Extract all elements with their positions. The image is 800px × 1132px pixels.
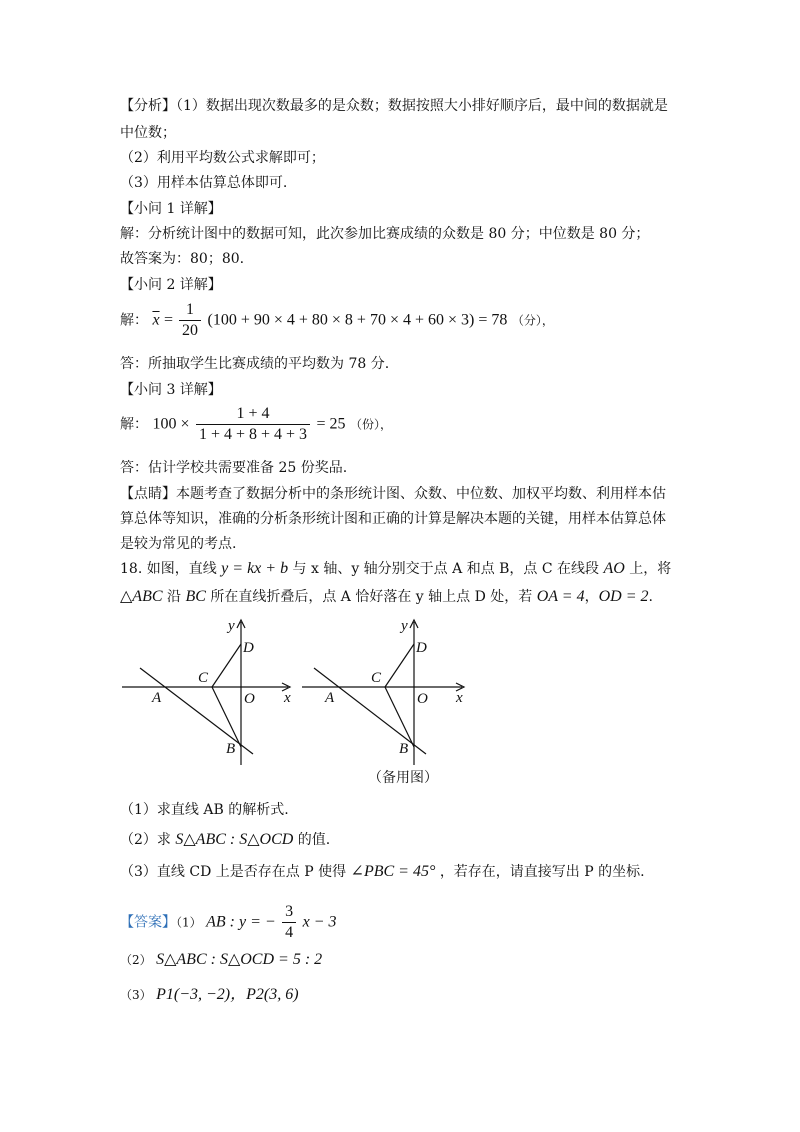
answer-2: （2） S△ABC : S△OCD = 5 : 2 <box>120 951 323 968</box>
answer-1-fraction: $\frac{3}{4}$ <box>282 903 296 942</box>
q2-tag: 【小问 2 详解】 <box>120 277 222 293</box>
label-a: A <box>152 690 162 706</box>
spare-label-c: C <box>371 670 382 686</box>
analysis-line-2: （2）利用平均数公式求解即可； <box>120 150 325 166</box>
comment-line-3: 是较为常见的考点. <box>120 536 237 552</box>
q2-expression: (100 + 90 × 4 + 80 × 8 + 70 × 4 + 60 × 3) = 78 <box>207 311 508 329</box>
segment-cd <box>212 644 241 687</box>
mean-symbol: $\overline{x}$ <box>152 311 160 329</box>
figure-caption: （备用图） <box>368 770 438 786</box>
analysis-line-1b: 中位数； <box>120 125 176 141</box>
q2-answer: 答：所抽取学生比赛成绩的平均数为 78 分. <box>120 356 390 372</box>
analysis-line-3: （3）用样本估算总体即可. <box>120 175 288 191</box>
comment-line-1: 【点睛】本题考查了数据分析中的条形统计图、众数、中位数、加权平均数、利用样本估 <box>120 486 666 502</box>
problem18-line-2: △ABC 沿 BC 所在直线折叠后，点 A 恰好落在 y 轴上点 D 处，若 OA = 4，OD = 2. <box>120 588 653 605</box>
answer-3: （3） P1(−3, −2)，P2(3, 6) <box>120 986 299 1003</box>
q1-line-2: 故答案为：80；80. <box>120 251 245 267</box>
label-b: B <box>226 741 236 757</box>
q3-tag: 【小问 3 详解】 <box>120 382 222 398</box>
question-3: （3）直线 CD 上是否存在点 P 使得 ∠PBC = 45° ，若存在，请直接写出 P 的坐标. <box>120 863 645 880</box>
q1-tag: 【小问 1 详解】 <box>120 201 222 217</box>
spare-label-y: y <box>401 618 408 634</box>
q3-solution: 解： 100 × $\frac{1 + 4}{1 + 4 + 8 + 4 + 3}$ = 25 （份）， <box>120 405 392 443</box>
analysis-tag: 【分析】 <box>120 98 176 114</box>
q3-fraction: $\frac{1 + 4}{1 + 4 + 8 + 4 + 3}$ <box>196 405 310 444</box>
answer-tag: 【答案】 <box>120 914 176 931</box>
spare-label-a: A <box>325 690 335 706</box>
label-o: O <box>244 691 255 707</box>
label-d: D <box>243 640 254 656</box>
comment-line-2: 算总体等知识，准确的分析条形统计图和正确的计算是解决本题的关键，用样本估算总体 <box>120 511 666 527</box>
question-2: （2）求 S△ABC : S△OCD 的值. <box>120 831 331 848</box>
analysis-line-1: 【分析】（1）数据出现次数最多的是众数；数据按照大小排好顺序后，最中间的数据就是 <box>120 98 668 114</box>
spare-label-d: D <box>416 640 427 656</box>
label-c: C <box>198 670 209 686</box>
q1-line-1: 解：分析统计图中的数据可知，此次参加比赛成绩的众数是 80 分；中位数是 80 分； <box>120 226 650 242</box>
q2-solution: 解： $\overline{x}$ = $\frac{1}{20}$ (100 + 90 × 4 + 80 × 8 + 70 × 4 + 60 × 3) = 78 （分）， <box>120 301 554 339</box>
geometry-figure <box>110 610 490 790</box>
q3-answer: 答：估计学校共需要准备 25 份奖品. <box>120 460 348 476</box>
problem18-line-1: 18. 如图，直线 y = kx + b 与 x 轴、y 轴分别交于点 A 和点 B，点 C 在线段 AO 上，将 <box>120 560 672 577</box>
answer-1: 【答案】（1） AB : y = − $\frac{3}{4}$ x − 3 <box>120 903 337 941</box>
spare-label-o: O <box>417 691 428 707</box>
label-y: y <box>228 618 235 634</box>
line-ab <box>140 668 253 754</box>
q2-fraction: $\frac{1}{20}$ <box>179 301 201 340</box>
spare-label-b: B <box>399 741 409 757</box>
label-x: x <box>284 690 291 706</box>
segment-cb <box>212 687 241 747</box>
question-1: （1）求直线 AB 的解析式. <box>120 802 289 818</box>
figure-main <box>122 620 290 765</box>
spare-label-x: x <box>456 690 463 706</box>
